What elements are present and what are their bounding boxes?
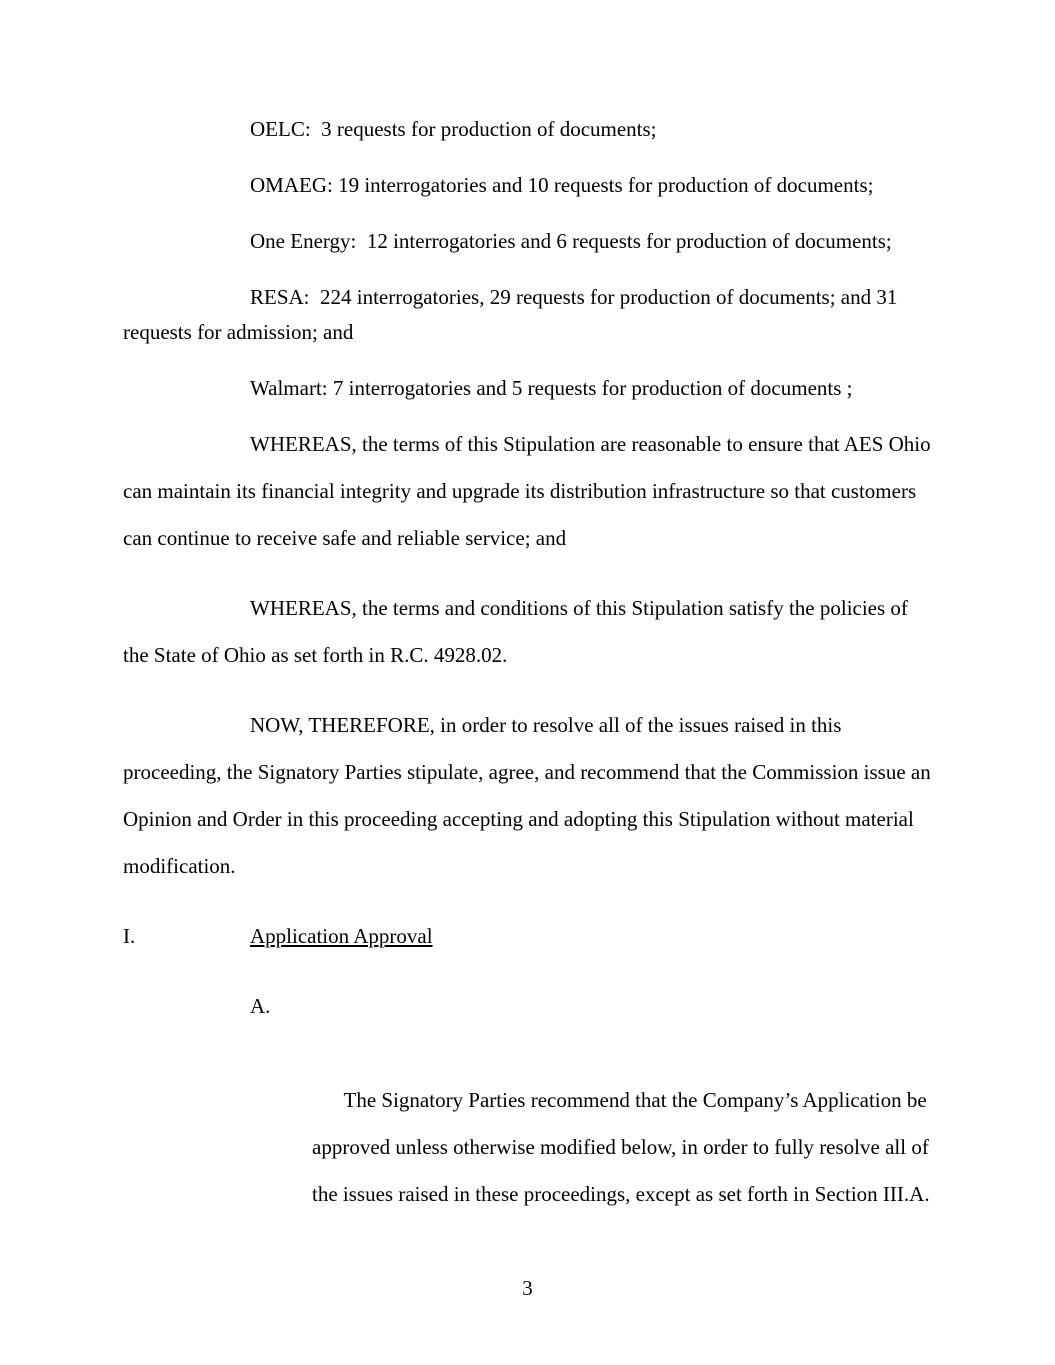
discovery-item-oelc: OELC: 3 requests for production of documents; <box>250 117 657 141</box>
section-title: Application Approval <box>250 924 433 948</box>
item-a-label: A. <box>250 994 271 1018</box>
item-a-text: The Signatory Parties recommend that the Company’s Application be approved unless otherwise modified below, in order to fully resolve all of the issues raised in these proceedings, except as set forth in Section III.A. <box>312 1088 935 1206</box>
whereas-paragraph-state-policies: WHEREAS, the terms and conditions of this Stipulation satisfy the policies of the State of Ohio as set forth in R.C. 4928.02. <box>123 596 914 667</box>
discovery-item-walmart: Walmart: 7 interrogatories and 5 requests for production of documents ; <box>250 376 853 400</box>
page-number: 3 <box>522 1276 533 1300</box>
whereas-paragraph-reasonable-terms: WHEREAS, the terms of this Stipulation are reasonable to ensure that AES Ohio can maintain its financial integrity and upgrade its distribution infrastructure so that customers can continue to receive safe and reliable service; and <box>123 432 936 550</box>
lettered-item-a <box>123 983 935 1265</box>
now-therefore-paragraph: NOW, THEREFORE, in order to resolve all of the issues raised in this proceeding, the Signatory Parties stipulate, agree, and recommend that the Commission issue an Opinion and Order in this proceeding accepting and adopting this Stipulation without material modification. <box>123 713 936 878</box>
discovery-item-one-energy: One Energy: 12 interrogatories and 6 requests for production of documents; <box>250 229 892 253</box>
discovery-item-omaeg: OMAEG: 19 interrogatories and 10 requests for production of documents; <box>250 173 874 197</box>
section-heading <box>123 913 935 960</box>
discovery-item-resa: RESA: 224 interrogatories, 29 requests for production of documents; and 31 requests for admission; and <box>123 285 903 344</box>
section-numeral: I. <box>123 924 136 948</box>
document-body <box>123 112 935 1265</box>
